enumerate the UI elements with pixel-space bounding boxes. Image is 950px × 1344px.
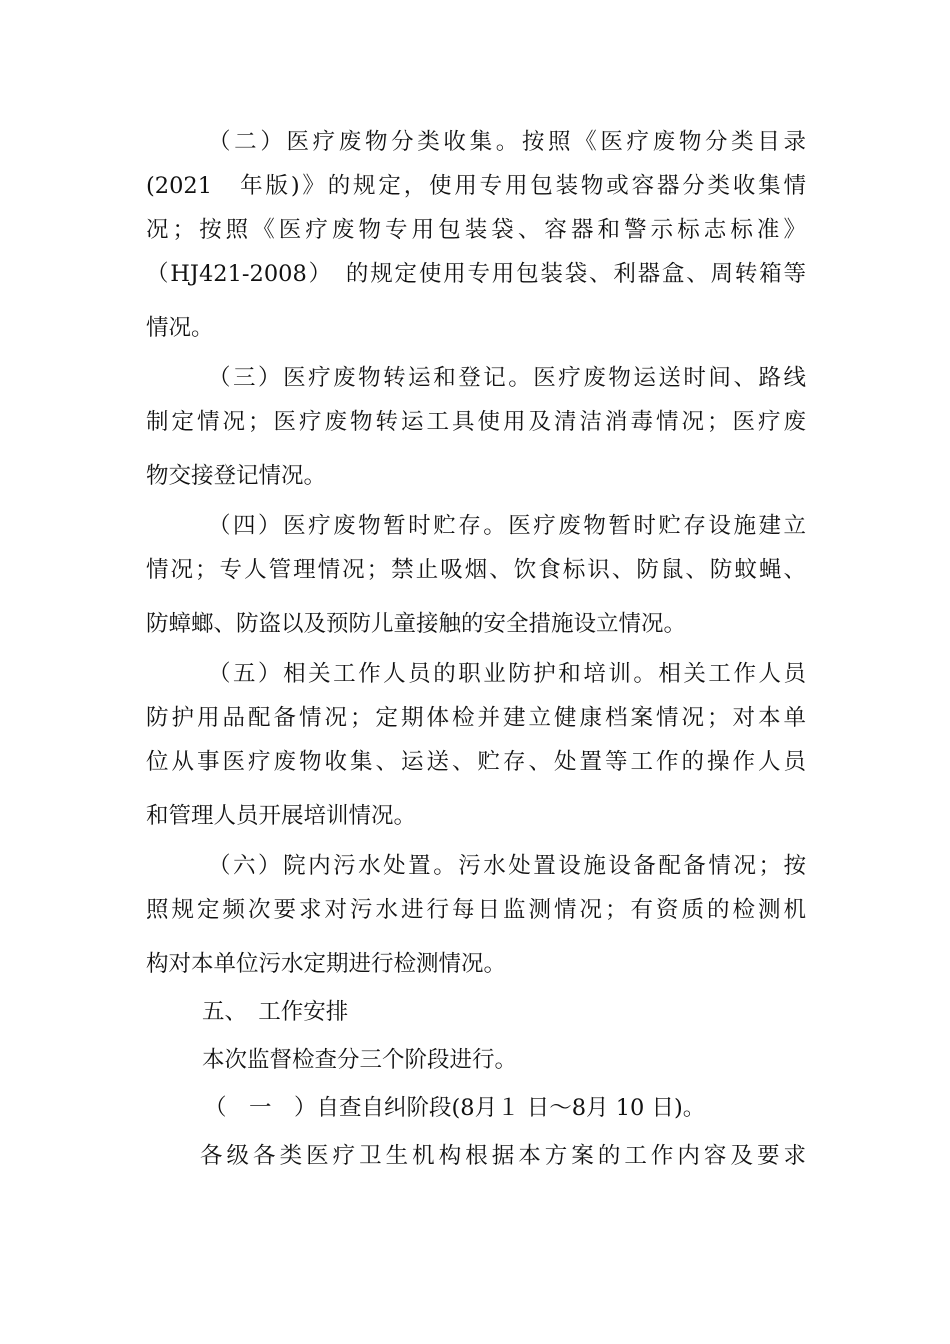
paragraph-2-line-4: （HJ421-2008） 的规定使用专用包装袋、利器盒、周转箱等	[146, 261, 806, 287]
paragraph-3-line-1: （三）医疗废物转运和登记。医疗废物运送时间、路线	[208, 365, 806, 391]
paragraph-6-line-2: 照规定频次要求对污水进行每日监测情况；有资质的检测机	[146, 897, 806, 923]
paragraph-stages-intro: 本次监督检查分三个阶段进行。	[202, 1047, 518, 1073]
paragraph-self-inspection-line-1: 各级各类医疗卫生机构根据本方案的工作内容及要求	[200, 1143, 806, 1169]
paragraph-2-line-2: (2021 年版)》的规定，使用专用包装物或容器分类收集情	[146, 173, 806, 199]
paragraph-5-line-3: 位从事医疗废物收集、运送、贮存、处置等工作的操作人员	[146, 749, 806, 775]
paragraph-3-line-2: 制定情况；医疗废物转运工具使用及清洁消毒情况；医疗废	[146, 409, 806, 435]
paragraph-5-line-2: 防护用品配备情况；定期体检并建立健康档案情况；对本单	[146, 705, 806, 731]
section-heading-work-arrangement: 五、 工作安排	[202, 999, 349, 1025]
paragraph-2-line-5: 情况。	[146, 315, 214, 341]
paragraph-5-line-4: 和管理人员开展培训情况。	[146, 803, 417, 829]
paragraph-5-line-1: （五）相关工作人员的职业防护和培训。相关工作人员	[208, 661, 806, 687]
paragraph-6-line-3: 构对本单位污水定期进行检测情况。	[146, 951, 507, 977]
paragraph-2-line-3: 况；按照《医疗废物专用包装袋、容器和警示标志标准》	[146, 217, 806, 243]
paragraph-4-line-3: 防蟑螂、防盗以及预防儿童接触的安全措施设立情况。	[146, 611, 687, 637]
paragraph-4-line-1: （四）医疗废物暂时贮存。医疗废物暂时贮存设施建立	[208, 513, 806, 539]
paragraph-6-line-1: （六）院内污水处置。污水处置设施设备配备情况；按	[208, 853, 806, 879]
paragraph-3-line-3: 物交接登记情况。	[146, 463, 327, 489]
paragraph-2-line-1: （二）医疗废物分类收集。按照《医疗废物分类目录	[208, 129, 806, 155]
subheading-self-inspection-stage: （ 一 ）自查自纠阶段(8月１ 日～8月 10 日)。	[204, 1095, 706, 1121]
paragraph-4-line-2: 情况；专人管理情况；禁止吸烟、饮食标识、防鼠、防蚊蝇、	[146, 557, 806, 583]
